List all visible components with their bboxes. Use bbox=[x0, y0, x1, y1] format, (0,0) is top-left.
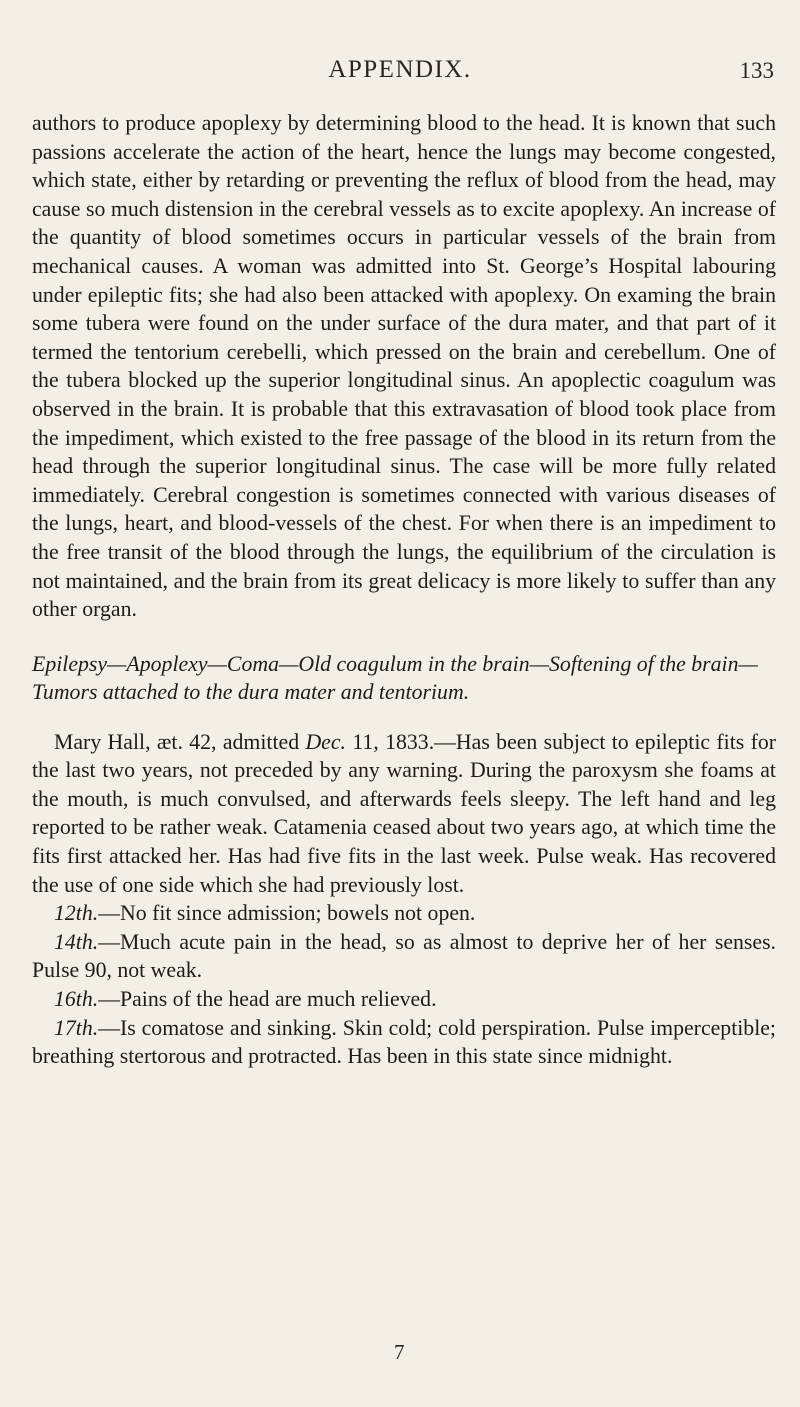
case-intro-after-date: 11, 1833.—Has been subject to epileptic fits for the last two years, not preceded by any warning. During the paroxysm she foams at the mouth, is much convulsed, and afterwards feels sleepy. The left hand and leg reported to be rather weak. Catamenia ceased about two years ago, at which time the fits first attacked her. Has had five fits in the last week. Pulse weak. Has recovered the use of one side which she had previously lost. bbox=[32, 729, 777, 897]
signature-mark: 7 bbox=[394, 1340, 405, 1364]
case-entry-16th bbox=[32, 985, 776, 1014]
entry-date: 17th. bbox=[54, 1015, 99, 1040]
case-intro-date: Dec. bbox=[305, 729, 346, 754]
intro-paragraph: authors to produce apoplexy by determining blood to the head. It is known that such passions accelerate the action of the heart, hence the lungs may become congested, which state, either by retarding or preventing the reflux of blood from the head, may cause so much distension in the cerebral vessels as to excite apoplexy. An increase of the quantity of blood sometimes occurs in particular vessels of the brain from mechanical causes. A woman was admitted into St. George’s Hospital labouring under epileptic fits; she had also been attacked with apoplexy. On examing the brain some tubera were found on the under surface of the dura mater, and that part of it termed the tentorium cerebelli, which pressed on the brain and cerebellum. One of the tubera blocked up the superior longitudinal sinus. An apoplectic coagulum was observed in the brain. It is probable that this extravasation of blood took place from the impediment, which existed to the free passage of the blood in its return from the head through the superior longitudinal sinus. The case will be more fully related immediately. Cerebral congestion is sometimes connected with various diseases of the lungs, heart, and blood-vessels of the chest. For when there is an impediment to the free transit of the blood through the lungs, the equilibrium of the circulation is not maintained, and the brain from its great delicacy is more likely to suffer than any other organ. bbox=[32, 111, 776, 622]
entry-text: —Much acute pain in the head, so as almost to deprive her of her senses. Pulse 90, not weak. bbox=[32, 929, 776, 983]
entry-text: —No fit since admission; bowels not open. bbox=[98, 901, 476, 926]
entry-date: 12th. bbox=[54, 901, 99, 926]
body-text bbox=[32, 109, 776, 1071]
case-heading: Epilepsy—Apoplexy—Coma—Old coagulum in the brain—Softening of the brain—Tumors attached to the dura mater and tentorium. bbox=[32, 651, 758, 704]
entry-text: —Pains of the head are much relieved. bbox=[98, 987, 437, 1012]
case-entry-17th bbox=[32, 1014, 776, 1071]
case-intro-before-date: Mary Hall, æt. 42, admitted bbox=[54, 729, 306, 754]
page-number: 133 bbox=[739, 58, 774, 83]
entry-date: 14th. bbox=[54, 929, 99, 954]
case-entry-14th bbox=[32, 928, 776, 985]
running-head: APPENDIX. bbox=[328, 56, 472, 83]
entry-text: —Is comatose and sinking. Skin cold; cold perspiration. Pulse imperceptible; breathing stertorous and protracted. Has been in this state since midnight. bbox=[32, 1015, 776, 1069]
case-intro-paragraph bbox=[32, 728, 776, 900]
case-entry-12th bbox=[32, 899, 776, 928]
entry-date: 16th. bbox=[54, 987, 99, 1012]
